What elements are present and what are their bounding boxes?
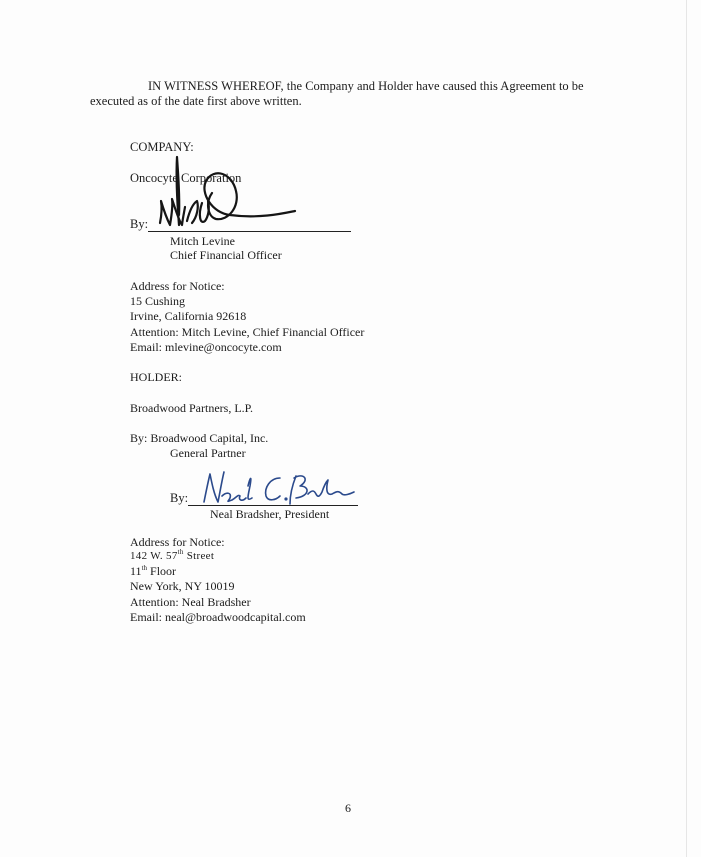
company-email: Email: mlevine@oncocyte.com	[130, 340, 282, 354]
holder-by-entity: By: Broadwood Capital, Inc.	[130, 431, 269, 445]
holder-heading: HOLDER:	[130, 370, 182, 384]
holder-signatory: Neal Bradsher, President	[210, 507, 330, 521]
holder-address-label: Address for Notice:	[130, 535, 225, 549]
holder-entity-role: General Partner	[170, 446, 246, 460]
company-signatory-title: Chief Financial Officer	[170, 248, 282, 262]
holder-address-city: New York, NY 10019	[130, 579, 235, 593]
company-by-label: By:	[130, 217, 149, 231]
holder-attention: Attention: Neal Bradsher	[130, 595, 251, 609]
company-address-line-2: Irvine, California 92618	[130, 309, 247, 323]
witness-line-2: executed as of the date first above written.	[90, 94, 302, 108]
company-address-line-1: 15 Cushing	[130, 294, 186, 308]
page-number: 6	[345, 801, 351, 815]
holder-address-street: 142 W. 57th Street	[130, 548, 215, 562]
holder-email: Email: neal@broadwoodcapital.com	[130, 610, 306, 624]
company-heading: COMPANY:	[130, 140, 194, 154]
company-signature	[150, 155, 310, 235]
holder-by-label: By:	[170, 491, 189, 505]
company-address-label: Address for Notice:	[130, 279, 225, 293]
page-edge-divider	[686, 0, 687, 857]
holder-name: Broadwood Partners, L.P.	[130, 401, 253, 415]
holder-address-floor: 11th Floor	[130, 564, 177, 578]
company-name: Oncocyte Corporation	[130, 171, 242, 185]
company-attention: Attention: Mitch Levine, Chief Financial Officer	[130, 325, 365, 339]
witness-line-1: IN WITNESS WHEREOF, the Company and Holder have caused this Agreement to be	[148, 79, 584, 93]
company-signatory-name: Mitch Levine	[170, 234, 235, 248]
